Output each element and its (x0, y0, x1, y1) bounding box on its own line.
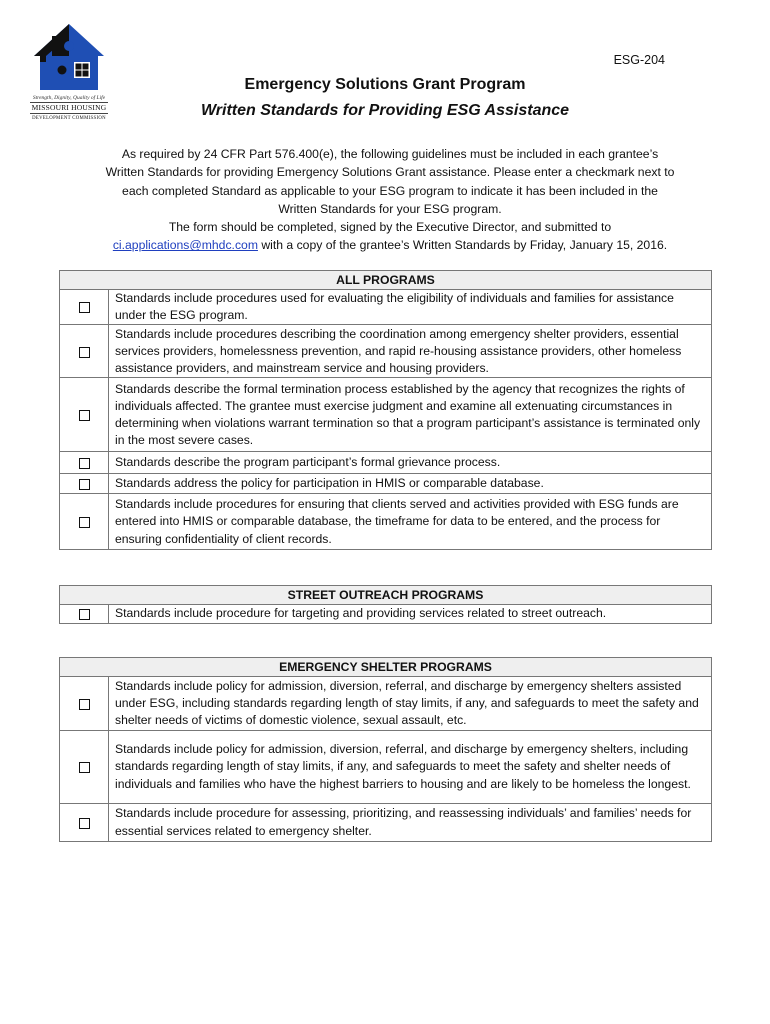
checkbox[interactable] (79, 517, 90, 528)
email-link[interactable]: ci.applications@mhdc.com (112, 238, 258, 253)
intro-line: As required by 24 CFR Part 576.400(e), the following guidelines must be included in each grantee’s (121, 147, 659, 161)
standard-text: Standards describe the formal termination process established by the agency that recognizes the rights of individuals affected. The grantee must exercise judgment and examine all extenuating circumstances in determining when violations warrant termination so that a program participant’s assistance is terminated only in the most severe cases. (109, 378, 712, 452)
checkbox[interactable] (79, 762, 90, 773)
checkbox-cell (60, 605, 109, 624)
checkbox-cell (60, 290, 109, 325)
checkbox[interactable] (79, 347, 90, 358)
standard-text: Standards include procedures for ensuring that clients served and activities provided with ESG funds are entered into HMIS or comparable database, the timeframe for data to be entered, and the process for ensuring confidentiality of client records. (109, 494, 712, 550)
checkbox-cell (60, 378, 109, 452)
intro-line: each completed Standard as applicable to your ESG program to indicate it has been included in the (122, 183, 658, 198)
checkbox-cell (60, 804, 109, 842)
page-title: Emergency Solutions Grant Program (244, 76, 526, 93)
checkbox-cell (60, 452, 109, 474)
section-heading: STREET OUTREACH PROGRAMS (60, 586, 712, 605)
checkbox-cell (60, 731, 109, 804)
checkbox[interactable] (79, 302, 90, 313)
logo-org-sub: DEVELOPMENT COMMISSION (32, 116, 106, 121)
standard-text: Standards address the policy for participation in HMIS or comparable database. (109, 474, 712, 494)
street-outreach-table (59, 585, 712, 624)
standard-text: Standards include procedure for targeting and providing services related to street outreach. (109, 605, 712, 624)
checkbox-cell (60, 677, 109, 731)
checkbox-cell (60, 325, 109, 378)
checkbox[interactable] (79, 609, 90, 620)
standard-text: Standards include policy for admission, diversion, referral, and discharge by emergency shelters, including standards regarding length of stay limits, if any, and safeguards to meet the safety and shelter needs of individuals and families who have the highest barriers to housing and are likely to be homeless the longest. (109, 731, 712, 804)
intro-paragraph (70, 145, 710, 255)
checkbox-cell (60, 494, 109, 550)
checkbox[interactable] (79, 699, 90, 710)
standard-text: Standards include procedures describing the coordination among emergency shelter providers, essential services providers, homelessness prevention, and rapid re-housing assistance providers, other homeless assistance providers, and mainstream service and housing providers. (109, 325, 712, 378)
standard-text: Standards include procedure for assessing, prioritizing, and reassessing individuals’ and families’ needs for essential services related to emergency shelter. (109, 804, 712, 842)
logo-tagline: Strength, Dignity, Quality of Life (32, 95, 106, 101)
form-number: ESG-204 (613, 53, 665, 67)
standard-text: Standards describe the program participant’s formal grievance process. (109, 452, 712, 474)
checkbox-cell (60, 474, 109, 494)
emergency-shelter-table (59, 657, 712, 842)
section-heading: EMERGENCY SHELTER PROGRAMS (60, 658, 712, 677)
checkbox[interactable] (79, 479, 90, 490)
standard-text: Standards include procedures used for evaluating the eligibility of individuals and families for assistance under the ESG program. (109, 290, 712, 325)
standard-text: Standards include policy for admission, diversion, referral, and discharge by emergency shelters assisted under ESG, including standards regarding length of stay limits, if any, and safeguards to meet the safety and shelter needs of victims of domestic violence, sexual assault, etc. (109, 677, 712, 731)
checkbox[interactable] (79, 458, 90, 469)
logo-org-name: MISSOURI HOUSING (31, 103, 107, 112)
checkbox[interactable] (79, 818, 90, 829)
intro-line (70, 236, 710, 254)
intro-line: Written Standards for your ESG program. (278, 201, 502, 216)
intro-line: The form should be completed, signed by the Executive Director, and submitted to (168, 220, 612, 235)
page-subtitle: Written Standards for Providing ESG Assistance (200, 102, 570, 119)
all-programs-table (59, 270, 712, 550)
checkbox[interactable] (79, 410, 90, 421)
intro-line: Written Standards for providing Emergency Solutions Grant assistance. Please enter a checkmark next to (105, 165, 675, 180)
intro-line-rest: with a copy of the grantee’s Written Standards by Friday, January 15, 2016. (257, 238, 668, 253)
section-heading: ALL PROGRAMS (60, 271, 712, 290)
